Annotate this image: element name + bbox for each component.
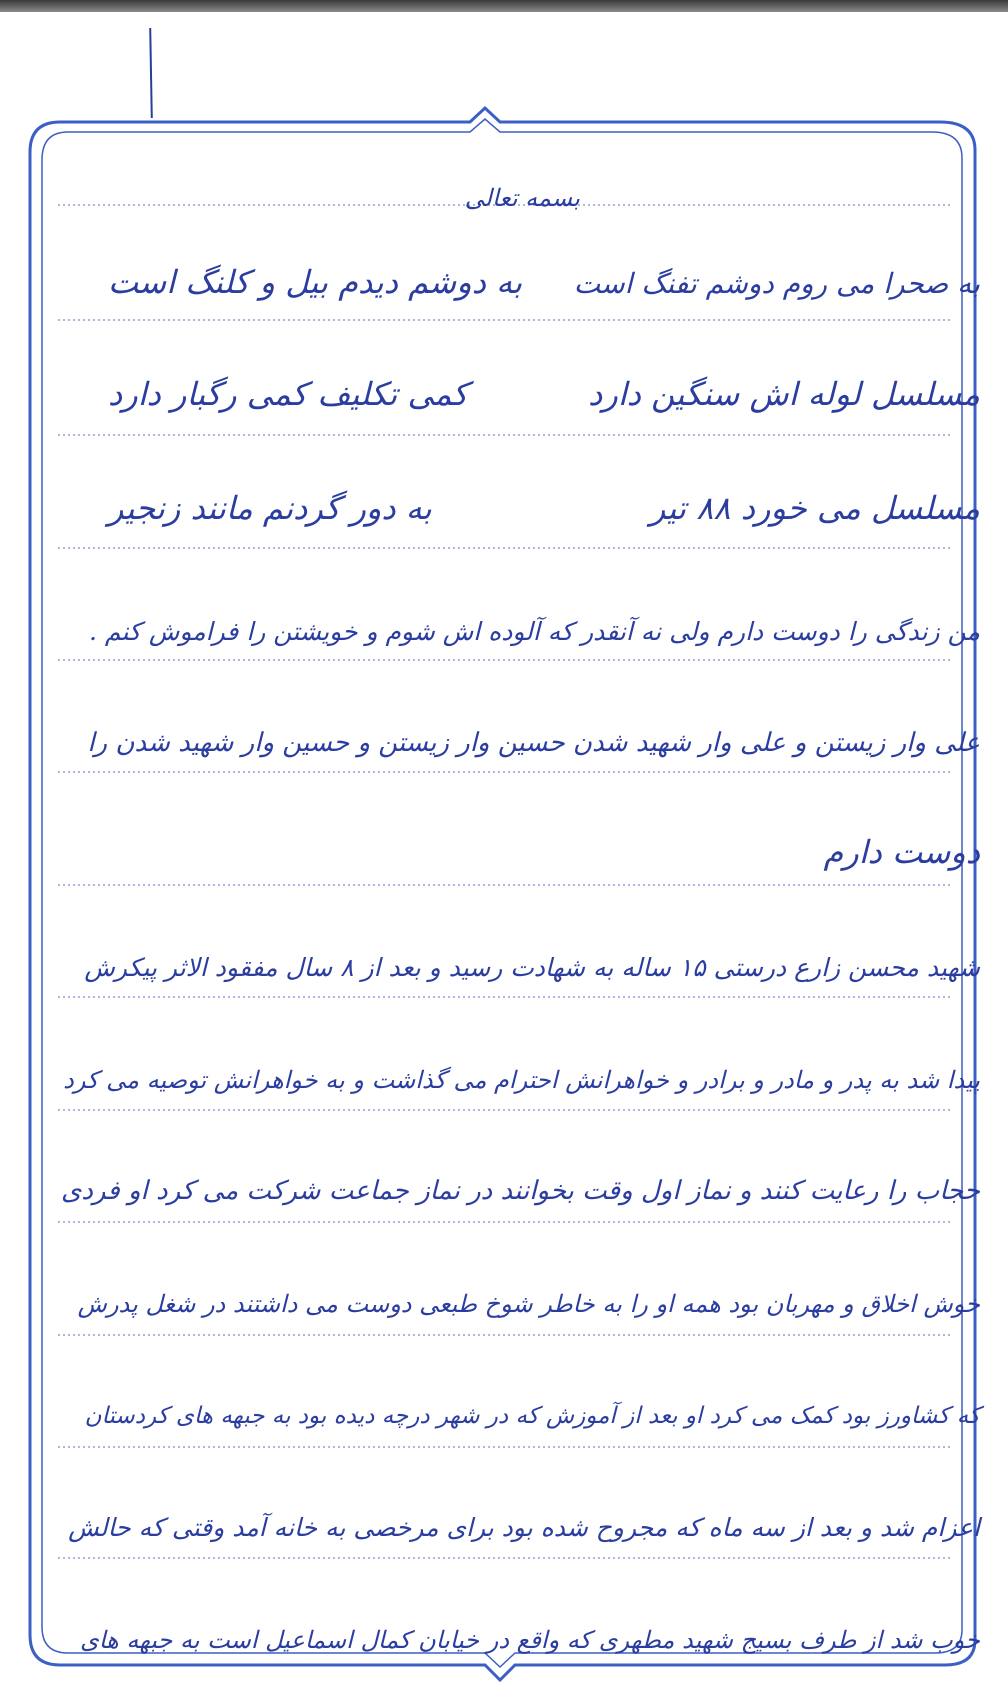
- verse-line: [48, 204, 980, 316]
- text-line: [48, 662, 980, 774]
- verse-line: [48, 316, 980, 428]
- page-heading: بسمه تعالی: [464, 184, 580, 212]
- text-line-content: علی وار زیستن و علی وار شهید شدن حسین وار زیستن و حسین وار شهید شدن را: [87, 728, 980, 758]
- text-line-content: اعزام شد و بعد از سه ماه که مجروح شده بود برای مرخصی به خانه آمد وقتی که حالش: [68, 1513, 980, 1542]
- text-line-content: شهید محسن زارع درستی ۱۵ ساله به شهادت رسید و بعد از ۸ سال مفقود الاثر پیکرش: [84, 953, 980, 982]
- text-line: [48, 1558, 980, 1670]
- verse-hemistich-right: به صحرا می روم دوشم تفنگ است: [573, 267, 980, 300]
- text-line-content: خوب شد از طرف بسیج شهید مطهری که واقع در خیابان کمال اسماعیل است به جبهه های: [79, 1626, 980, 1654]
- text-line: [48, 550, 980, 662]
- text-line-content: حجاب را رعایت کنند و نماز اول وقت بخوانند در نماز جماعت شرکت می کرد او فردی: [60, 1176, 980, 1206]
- text-line: [48, 1222, 980, 1334]
- text-line-content: خوش اخلاق و مهربان بود همه او را به خاطر شوخ طبعی دوست می داشتند در شغل پدرش: [77, 1290, 980, 1318]
- text-line-content: که کشاورز بود کمک می کرد او بعد از آموزش که در شهر درچه دیده بود به جبهه های کردستان: [84, 1403, 980, 1429]
- text-line: [48, 1110, 980, 1222]
- text-line: [48, 1446, 980, 1558]
- text-line: [48, 886, 980, 998]
- verse-hemistich-left: به دور گردنم مانند زنجیر: [108, 489, 432, 527]
- text-line-content: من زندگی را دوست دارم ولی نه آنقدر که آلوده اش شوم و خویشتن را فراموش کنم .: [88, 617, 980, 646]
- verse-line: [48, 430, 980, 542]
- handwritten-page: [48, 184, 980, 1654]
- verse-hemistich-left: کمی تکلیف کمی رگبار دارد: [108, 375, 468, 413]
- text-line: [48, 1334, 980, 1446]
- text-line-content: دوست دارم: [823, 833, 980, 871]
- text-line-content: پیدا شد به پدر و مادر و برادر و خواهرانش احترام می گذاشت و به خواهرانش توصیه می کرد: [63, 1066, 980, 1094]
- verse-hemistich-right: مسلسل می خورد ۸۸ تیر: [649, 489, 980, 527]
- text-line: [48, 998, 980, 1110]
- verse-hemistich-right: مسلسل لوله اش سنگین دارد: [588, 375, 980, 413]
- text-line: [48, 774, 980, 886]
- verse-hemistich-left: به دوشم دیدم بیل و کلنگ است: [108, 263, 523, 301]
